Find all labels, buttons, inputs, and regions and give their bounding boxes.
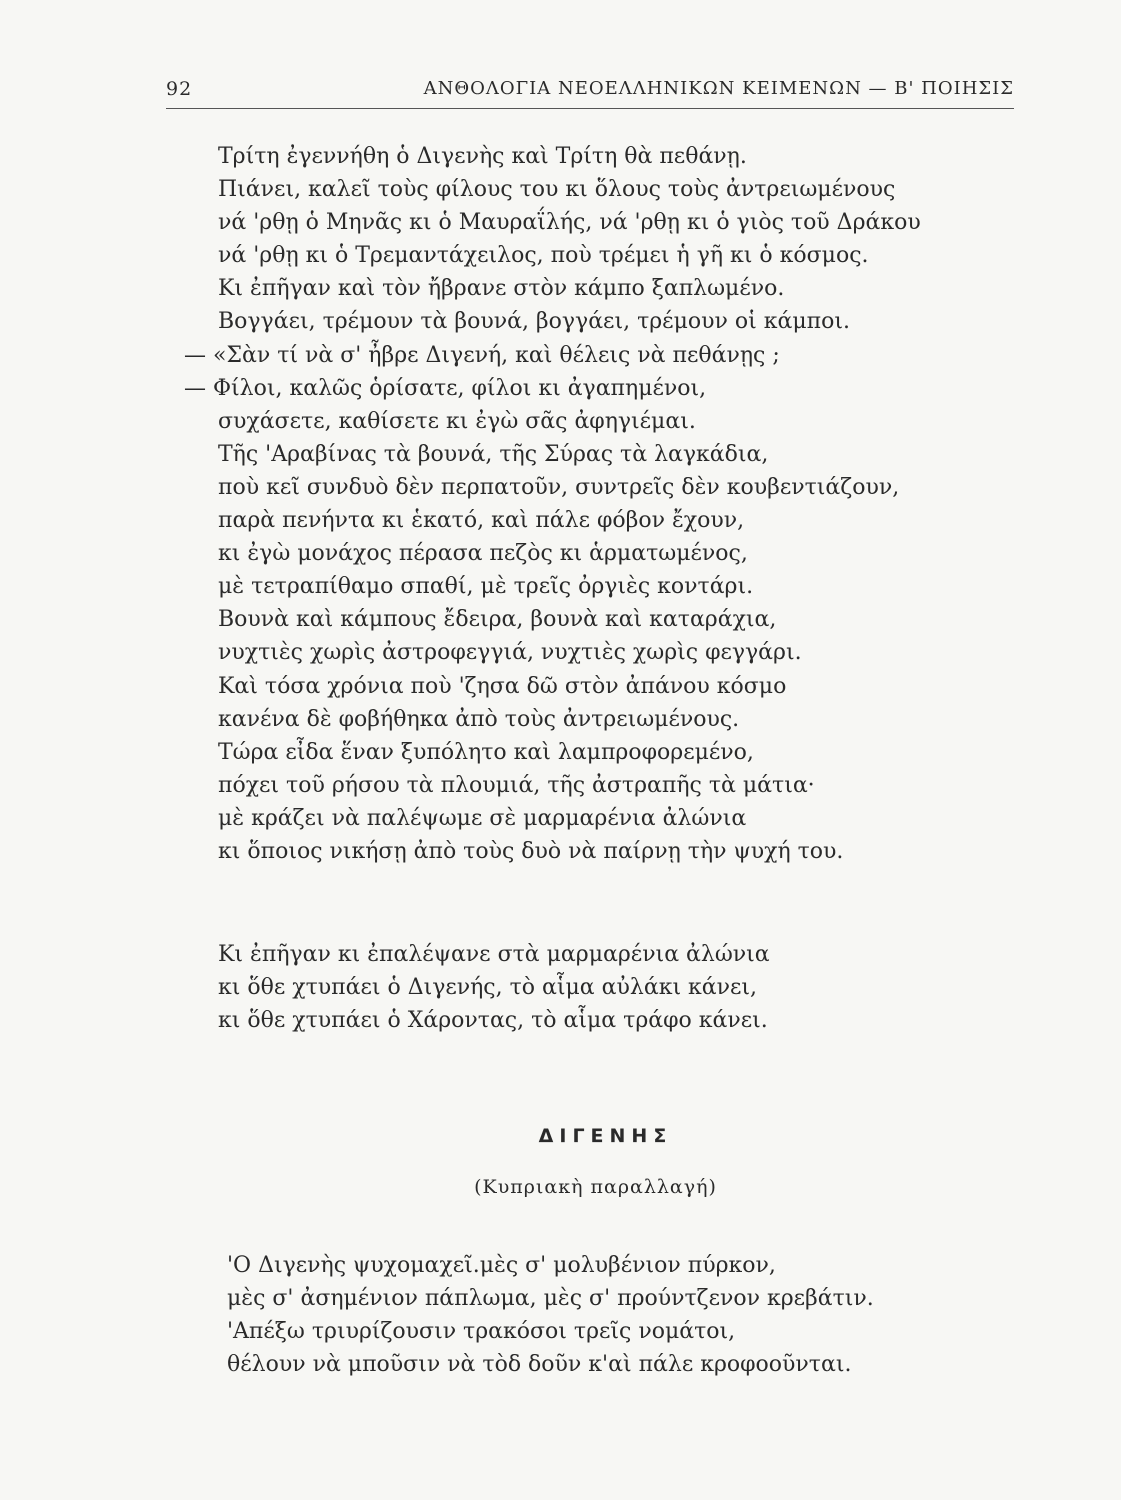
verse-line: Κι ἐπῆγαν καὶ τὸν ἤβρανε στὸν κάμπο ξαπλωμένο. — [218, 276, 785, 302]
verse-line: Βογγάει, τρέμουν τὰ βουνά, βογγάει, τρέμουν οἱ κάμποι. — [218, 309, 850, 335]
poem-1-stanza-1 — [184, 140, 921, 868]
verse-line: 'Ο Διγενὴς ψυχομαχεῖ.μὲς σ' μολυβένιον πύρκον, — [227, 1253, 776, 1278]
verse-line: 'Απέξω τριυρίζουσιν τρακόσοι τρεῖς νομάτοι, — [227, 1319, 736, 1345]
verse-line: Τώρα εἶδα ἕναν ξυπόλητο καὶ λαμπροφορεμένο, — [218, 739, 754, 765]
verse-line: Τῆς 'Αραβίνας τὰ βουνά, τῆς Σύρας τὰ λαγκάδια, — [218, 441, 769, 467]
poem-subtitle: (Κυπριακὴ παραλλαγή) — [474, 1176, 717, 1198]
verse-line: συχάσετε, καθίσετε κι ἐγὼ σᾶς ἀφηγιέμαι. — [218, 408, 696, 434]
running-head — [166, 78, 1014, 108]
verse-line: κι ὅθε χτυπάει ὁ Διγενής, τὸ αἷμα αὐλάκι κάνει, — [218, 975, 758, 1001]
verse-line: κι ἐγὼ μονάχος πέρασα πεζὸς κι ἁρματωμένος, — [218, 541, 748, 567]
verse-line: νά 'ρθῃ ὁ Μηνᾶς κι ὁ Μαυραΐλής, νά 'ρθῃ κι ὁ γιὸς τοῦ Δράκου — [218, 210, 921, 236]
verse-line: Πιάνει, καλεῖ τοὺς φίλους του κι ὅλους τοὺς ἀντρειωμένους — [218, 177, 896, 203]
header-rule — [166, 108, 1014, 109]
verse-line: Τρίτη ἐγεννήθη ὁ Διγενὴς καὶ Τρίτη θὰ πεθάνῃ. — [218, 144, 747, 169]
verse-line: Βουνὰ καὶ κάμπους ἔδειρα, βουνὰ καὶ καταράχια, — [218, 607, 777, 633]
verse-line: μὲς σ' ἀσημένιον πάπλωμα, μὲς σ' προύντζενον κρεβάτιν. — [227, 1286, 874, 1312]
verse-line: μὲ τετραπίθαμο σπαθί, μὲ τρεῖς ὀργιὲς κοντάρι. — [218, 574, 754, 600]
verse-line-dialogue: — Φίλοι, καλῶς ὁρίσατε, φίλοι κι ἀγαπημένοι, — [184, 375, 707, 401]
poem-title: ΔΙΓΕΝΗΣ — [538, 1125, 673, 1147]
verse-line: Κι ἐπῆγαν κι ἐπαλέψανε στὰ μαρμαρένια ἀλώνια — [218, 942, 770, 967]
page-number: 92 — [166, 78, 193, 100]
verse-line: παρὰ πενήντα κι ἑκατό, καὶ πάλε φόβον ἔχουν, — [218, 508, 745, 534]
verse-line: νά 'ρθῃ κι ὁ Τρεμαντάχειλος, ποὺ τρέμει ἡ γῆ κι ὁ κόσμος. — [218, 243, 869, 269]
verse-line: κι ὅποιος νικήσῃ ἀπὸ τοὺς δυὸ νὰ παίρνῃ τὴν ψυχή του. — [218, 838, 844, 864]
verse-line-dialogue: — «Σὰν τί νὰ σ' ἦβρε Διγενή, καὶ θέλεις νὰ πεθάνῃς ; — [184, 342, 780, 368]
poem-2-stanza-1 — [227, 1249, 874, 1381]
running-title: ΑΝΘΟΛΟΓΙΑ ΝΕΟΕΛΛΗΝΙΚΩΝ ΚΕΙΜΕΝΩΝ — Β' ΠΟΙΗΣΙΣ — [423, 78, 1014, 99]
verse-line: κι ὅθε χτυπάει ὁ Χάροντας, τὸ αἷμα τράφο κάνει. — [218, 1008, 768, 1034]
poem-1-stanza-2 — [218, 938, 770, 1037]
verse-line: ποὺ κεῖ συνδυὸ δὲν περπατοῦν, συντρεῖς δὲν κουβεντιάζουν, — [218, 474, 900, 500]
verse-line: κανένα δὲ φοβήθηκα ἀπὸ τοὺς ἀντρειωμένους. — [218, 706, 740, 732]
verse-line: πόχει τοῦ ρήσου τὰ πλουμιά, τῆς ἀστραπῆς τὰ μάτια· — [218, 772, 815, 798]
verse-line: νυχτιὲς χωρὶς ἀστροφεγγιά, νυχτιὲς χωρὶς φεγγάρι. — [218, 640, 802, 666]
verse-line: θέλουν νὰ μποῦσιν νὰ τὸδ δοῦν κ'αὶ πάλε κροφοοῦνται. — [227, 1352, 852, 1378]
verse-line: Καὶ τόσα χρόνια ποὺ 'ζησα δῶ στὸν ἀπάνου κόσμο — [218, 673, 787, 699]
verse-line: μὲ κράζει νὰ παλέψωμε σὲ μαρμαρένια ἀλώνια — [218, 805, 747, 831]
